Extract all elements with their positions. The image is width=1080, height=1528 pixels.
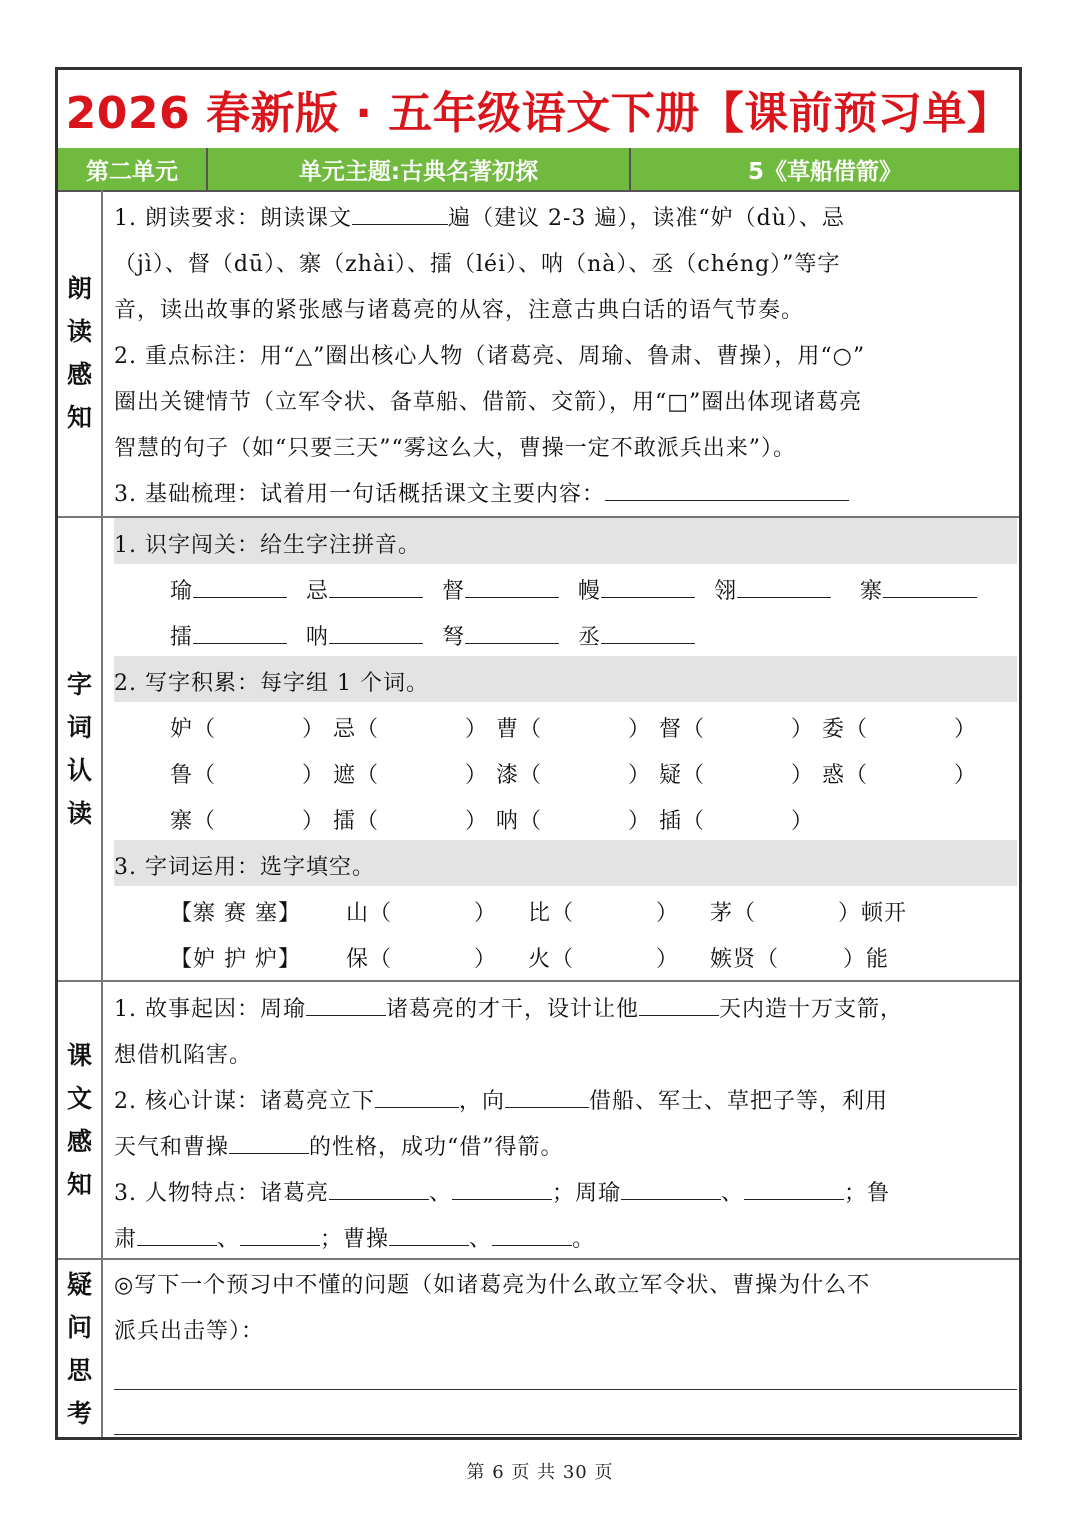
choice-row-1: 【寨 赛 塞】 山（ ） 比（ ） 茅（ ）顿开: [170, 901, 908, 926]
page-title: 2026 春新版 · 五年级语文下册【课前预习单】: [58, 70, 1019, 150]
lesson-title: 5《草船借箭》: [747, 158, 902, 185]
text-line-2: 想借机陷害。: [114, 1043, 253, 1068]
unit-theme: 单元主题:古典名著初探: [208, 148, 631, 190]
compound-row-3: 寨（ ） 擂（ ） 呐（ ） 插（ ）: [170, 809, 815, 834]
compound-row-2: 鲁（ ） 遮（ ） 漆（ ） 疑（ ） 惑（ ）: [170, 763, 978, 788]
divider: [58, 980, 1019, 982]
question-line-2: 派兵出击等）：: [114, 1319, 265, 1344]
choice-row-2: 【妒 护 炉】 保（ ） 火（ ） 嫉贤（ ）能: [170, 947, 890, 972]
pinyin-row-2: 擂 呐 弩 丞: [170, 620, 714, 651]
page-footer: 第 6 页 共 30 页: [466, 1462, 614, 1483]
text-line-3: 2. 核心计谋：诸葛亮立下 ，向 借船、军士、草把子等，利用: [114, 1089, 889, 1114]
reading-line-5: 圈出关键情节（立军令状、备草船、借箭、交箭），用“□”圈出体现诸葛亮: [114, 390, 863, 415]
unit-header-bar: [58, 148, 1019, 192]
question-line-1: ◎写下一个预习中不懂的问题（如诸葛亮为什么敢立军令状、曹操为什么不: [114, 1273, 871, 1298]
pinyin-row-1: 瑜 忌 督 幔 翎 寨: [170, 574, 996, 605]
reading-line-2: （jì）、督（dū）、寨（zhài）、擂（léi）、呐（nà）、丞（chéng）”等字: [114, 252, 841, 277]
text-line-5: 3. 人物特点：诸葛亮 、 ；周瑜 、 ；鲁: [114, 1181, 891, 1206]
divider: [58, 1258, 1019, 1260]
reading-line-4: 2. 重点标注：用“△”圈出核心人物（诸葛亮、周瑜、鲁肃、曹操），用“○”: [114, 344, 866, 369]
words-q1: 1. 识字闯关：给生字注拼音。: [114, 533, 421, 558]
section-label-question: 疑 问 思 考: [58, 1260, 103, 1437]
text-line-1: 1. 故事起因：周瑜 诸葛亮的才干，设计让他 天内造十万支箭，: [114, 997, 904, 1022]
worksheet: [55, 67, 1022, 1440]
answer-line[interactable]: [114, 1389, 1017, 1390]
blank-field[interactable]: [352, 204, 448, 225]
text-line-4: 天气和曹操 的性格，成功“借”得箭。: [114, 1135, 564, 1160]
answer-line[interactable]: [114, 1434, 1017, 1435]
reading-line-3: 音，读出故事的紧张感与诸葛亮的从容，注意古典白话的语气节奏。: [114, 298, 805, 323]
reading-line-6: 智慧的句子（如“只要三天”“雾这么大，曹操一定不敢派兵出来”）。: [114, 436, 796, 461]
words-q2: 2. 写字积累：每字组 1 个词。: [114, 671, 429, 696]
words-q3: 3. 字词运用：选字填空。: [114, 855, 375, 880]
reading-line-1: 1. 朗读要求：朗读课文 遍（建议 2-3 遍），读准“妒（dù）、忌: [114, 206, 845, 231]
reading-line-7: 3. 基础梳理：试着用一句话概括课文主要内容：: [114, 477, 849, 508]
section-label-reading: 朗 读 感 知: [58, 190, 103, 516]
section-label-text: 课 文 感 知: [58, 982, 103, 1258]
summary-blank[interactable]: [605, 480, 849, 501]
section-label-words: 字 词 认 读: [58, 518, 103, 980]
compound-row-1: 妒（ ） 忌（ ） 曹（ ） 督（ ） 委（ ）: [170, 717, 978, 742]
unit-label: 第二单元: [58, 148, 208, 190]
text-line-6: 肃 、 ；曹操 、 。: [114, 1227, 596, 1252]
